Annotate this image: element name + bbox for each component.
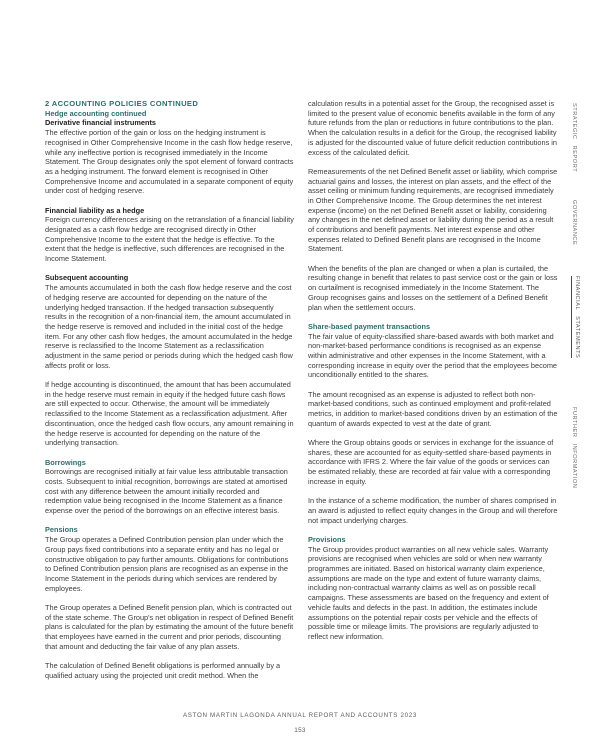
section-heading: Provisions: [308, 534, 346, 544]
body-paragraph: Where the Group obtains goods or services in exchange for the issuance of shares, these are accounted for as equity-settled share-based payments in accordance with IFRS 2. Where the fair value of the goods or services can be estimated reliably, these are recorded at fair value with a corresponding increase in equity.: [308, 438, 554, 486]
tab-financial-statements[interactable]: FINANCIAL STATEMENTS: [571, 276, 580, 358]
policy-section: [308, 99, 559, 312]
page-subtitle: Hedge accounting continued: [45, 108, 147, 118]
page-title: 2 ACCOUNTING POLICIES CONTINUED: [45, 99, 199, 108]
page-number: 153: [294, 727, 306, 734]
policy-section: [45, 525, 295, 680]
tab-further-information[interactable]: FURTHER INFORMATION: [571, 407, 577, 489]
left-column-sections: [45, 118, 295, 680]
body-paragraph: calculation results in a potential asset for the Group, the recognised asset is limited to the present value of economic benefits available in the form of any future refunds from the plan or reductions in future contributions to the plan. When the calculation results in a deficit for the Group, the recognised liability is adjusted for the discounted value of future deficit reduction contributions in excess of the calculated deficit.: [308, 99, 558, 157]
policy-section: [45, 273, 295, 448]
policy-section: [308, 535, 559, 642]
body-paragraph: The Group operates a Defined Benefit pension plan, which is contracted out of the state scheme. The Group's net obligation in respect of Defined Benefit plans is calculated for the plan by estimating the amount of the future benefit that employees have earned in the current and prior periods, discounting that amount and deducting the fair value of any plan assets.: [45, 602, 294, 651]
body-paragraph: If hedge accounting is discontinued, the amount that has been accumulated in the hedge reserve must remain in equity if the hedged future cash flows are still expected to occur. Otherwise, the amount will be immediately reclassified to the Income Statement as a reclassification adjustment. After discontinuation, once the hedged cash flow occurs, any amount remaining in the hedge reserve is accounted for depending on the nature of the underlying transaction.: [45, 380, 294, 448]
section-heading: Derivative financial instruments: [45, 118, 157, 128]
section-heading: Subsequent accounting: [45, 273, 129, 283]
tab-strategic-report[interactable]: STRATEGIC REPORT: [571, 103, 577, 173]
policy-section: [45, 118, 295, 196]
section-heading: Share-based payment transactions: [308, 321, 431, 331]
body-paragraph: In the instance of a scheme modification, the number of shares comprised in an award is adjusted to reflect equity changes in the Group and will therefore not impact underlying charges.: [308, 496, 558, 525]
tab-governance[interactable]: GOVERNANCE: [571, 200, 577, 246]
footer-report-title: ASTON MARTIN LAGONDA ANNUAL REPORT AND ACCOUNTS 2023: [182, 712, 418, 719]
body-paragraph: Foreign currency differences arising on the retranslation of a financial liability designated as a cash flow hedge are recognised directly in Other Comprehensive Income to the extent that the hedge is effective. To the extent that the hedge is ineffective, such differences are recognised in the Income Statement.: [45, 215, 294, 264]
body-paragraph: Borrowings are recognised initially at fair value less attributable transaction costs. Subsequent to initial recognition, borrowings are stated at amortised cost with any difference between the amount initially recorded and redemption value being recognised in the Income Statement as a finance expense over the period of the borrowings on an effective interest basis.: [45, 467, 288, 516]
section-heading: Financial liability as a hedge: [45, 205, 145, 215]
body-paragraph: Remeasurements of the net Defined Benefit asset or liability, which comprise actuarial gains and losses, the interest on plan assets, and the effect of the asset ceiling or minimum funding requirements, are recognised immediately in Other Comprehensive Income. The Group determines the net interest expense (income) on the net Defined Benefit asset or liability, considering any changes in the net defined asset or liability during the period as a result of contributions and benefit payments. Net interest expense and other expenses related to Defined Benefit plans are recognised in the Income Statement.: [308, 166, 558, 254]
body-paragraph: The effective portion of the gain or loss on the hedging instrument is recognised in Other Comprehensive Income in the cash flow hedge reserve, while any ineffective portion is recognised immediately in the Income Statement. The Group designates only the spot element of forward contracts as a hedging instrument. The forward element is recognised in Other Comprehensive Income and accumulated in a separate component of equity under cost of hedging reserve.: [45, 128, 294, 196]
policy-section: [45, 206, 295, 264]
body-paragraph: The calculation of Defined Benefit obligations is performed annually by a qualified actuary using the projected unit credit method. When the: [45, 661, 281, 680]
body-paragraph: The amounts accumulated in both the cash flow hedge reserve and the cost of hedging reserve are accounted for depending on the nature of the underlying hedged transaction. If the hedged transaction subsequently results in the recognition of a non-financial item, the amount accumulated in the hedge reserve is removed and included in the initial cost of the hedge item. For any other cash flow hedges, the amount accumulated in the hedge reserve is reclassified to the Income Statement as a reclassification adjustment in the same period or periods during which the hedged cash flow affects profit or loss.: [45, 283, 293, 370]
policy-section: [308, 322, 559, 525]
left-column: [45, 99, 295, 690]
body-paragraph: The amount recognised as an expense is adjusted to reflect both non-market-based conditions, such as continued employment and profit-related metrics, in addition to market-based conditions driven by an estimation of the quantum of awards expected to vest at the date of grant.: [308, 389, 558, 428]
body-paragraph: When the benefits of the plan are changed or when a plan is curtailed, the resulting change in benefit that relates to past service cost or the gain or loss on curtailment is recognised immediately in the Income Statement. The Group recognises gains and losses on the settlement of a Defined Benefit plan when the settlement occurs.: [308, 263, 558, 312]
section-heading: Borrowings: [45, 457, 86, 467]
right-column: [308, 99, 559, 651]
section-heading: Pensions: [45, 525, 78, 535]
body-paragraph: The Group operates a Defined Contribution pension plan under which the Group pays fixed contributions into a separate entity and has no legal or constructive obligation to pay further amounts. Obligations for contributions to Defined Contribution pension plans are recognised as an expense in the Income Statement in the periods during which services are rendered by employees.: [45, 535, 289, 593]
body-paragraph: The Group provides product warranties on all new vehicle sales. Warranty provisions are recognised when vehicles are sold or when new warranty programmes are initiated. Based on historical warranty claim experience, assumptions are made on the type and extent of future warranty claims, including non-contractual warranty claims as well as on possible recall campaigns. These assessments are based on the frequency and extent of vehicle faults and defects in the past. In addition, the estimates include assumptions on the potential repair costs per vehicle and the effects of possible time or mileage limits. The provisions are regularly adjusted to reflect new information.: [308, 544, 549, 641]
body-paragraph: The fair value of equity-classified share-based awards with both market and non-market-based performance conditions is recognised as an expense within administrative and other expenses in the Income Statement, with a corresponding increase in equity over the period that the employees become unconditionally entitled to the shares.: [308, 331, 558, 380]
policy-section: [45, 458, 295, 516]
